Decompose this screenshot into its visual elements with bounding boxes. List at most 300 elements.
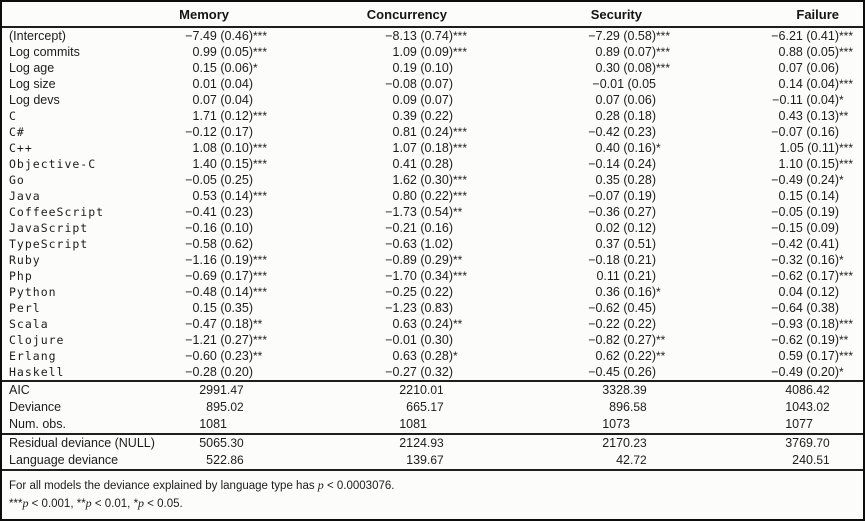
coefficient-value: −0.32 (0.16) — [771, 253, 839, 267]
coefficient-value: −0.49 (0.24) — [771, 173, 839, 187]
row-label: C — [9, 109, 17, 123]
coefficient-value: 0.62 (0.22) — [595, 349, 656, 363]
value-cell — [477, 172, 680, 188]
value-cell — [277, 44, 477, 60]
coefficient-value: 1.71 (0.12) — [192, 109, 253, 123]
stat-value: 2124 — [399, 436, 427, 450]
value-cell — [477, 434, 680, 452]
stat-decimal: .01 — [427, 383, 444, 397]
table-row — [2, 434, 863, 452]
column-header-concurrency: Concurrency — [277, 2, 477, 27]
value-cell — [680, 172, 863, 188]
coefficient-value: −0.62 (0.19) — [771, 333, 839, 347]
value-cell — [277, 452, 477, 469]
significance-stars: * — [453, 349, 458, 363]
value-cell — [277, 124, 477, 140]
significance-stars: ** — [253, 349, 263, 363]
stat-decimal: .02 — [813, 400, 830, 414]
row-label: Num. obs. — [9, 417, 66, 431]
value-cell — [277, 236, 477, 252]
table-row — [2, 416, 863, 434]
significance-stars: *** — [253, 157, 268, 171]
row-label: Perl — [9, 301, 41, 315]
value-cell — [680, 434, 863, 452]
coefficient-value: 1.09 (0.09) — [392, 45, 453, 59]
coefficient-value: −0.93 (0.18) — [771, 317, 839, 331]
stat-decimal: .58 — [630, 400, 647, 414]
stat-value: 895 — [206, 400, 227, 414]
significance-stars: * — [253, 61, 258, 75]
header-row — [2, 2, 863, 27]
coefficient-value: −0.47 (0.18) — [185, 317, 253, 331]
value-cell — [277, 316, 477, 332]
significance-stars: * — [839, 173, 844, 187]
value-cell — [477, 220, 680, 236]
value-cell — [680, 44, 863, 60]
value-cell — [277, 399, 477, 416]
coefficient-value: −0.27 (0.32) — [385, 365, 453, 379]
table-row — [2, 27, 863, 44]
coefficient-value: 0.14 (0.04) — [778, 77, 839, 91]
stat-decimal: .51 — [813, 453, 830, 467]
significance-stars: *** — [253, 141, 268, 155]
stat-value: 1081 — [399, 417, 427, 431]
stat-value: 522 — [206, 453, 227, 467]
table-row — [2, 156, 863, 172]
table-footnotes — [2, 469, 863, 513]
significance-stars: ** — [453, 253, 463, 267]
table-row — [2, 452, 863, 469]
value-cell — [477, 300, 680, 316]
footnote-text: < 0.01, — [91, 498, 134, 510]
stat-value: 1081 — [199, 417, 227, 431]
footnote-text: < 0.001, — [28, 498, 77, 510]
coefficient-rows — [2, 27, 863, 381]
significance-stars: ** — [453, 205, 463, 219]
significance-stars: *** — [253, 109, 268, 123]
value-cell — [477, 252, 680, 268]
value-cell — [277, 108, 477, 124]
stat-decimal: .86 — [227, 453, 244, 467]
coefficient-value: −0.07 (0.16) — [771, 125, 839, 139]
footnote-deviance — [9, 477, 855, 495]
coefficient-value: −0.14 (0.24) — [588, 157, 656, 171]
stat-value: 2210 — [399, 383, 427, 397]
row-label: Ruby — [9, 253, 41, 267]
coefficient-value: −1.21 (0.27) — [185, 333, 253, 347]
coefficient-value: −0.42 (0.41) — [771, 237, 839, 251]
significance-stars: *** — [453, 45, 468, 59]
coefficient-value: −7.49 (0.46) — [185, 29, 253, 43]
coefficient-value: −0.01 (0.05 — [592, 77, 656, 91]
stat-decimal: .42 — [813, 383, 830, 397]
value-cell — [680, 348, 863, 364]
row-label: C# — [9, 125, 25, 139]
value-cell — [477, 381, 680, 399]
value-cell — [162, 332, 277, 348]
coefficient-value: −0.12 (0.17) — [185, 125, 253, 139]
value-cell — [277, 300, 477, 316]
row-label: Log commits — [9, 45, 80, 59]
significance-stars: *** — [453, 189, 468, 203]
coefficient-value: −7.29 (0.58) — [588, 29, 656, 43]
row-label: Php — [9, 269, 33, 283]
footnote-text: < 0.0003076. — [323, 480, 395, 492]
significance-stars: ** — [656, 333, 666, 347]
table-row — [2, 332, 863, 348]
value-cell — [277, 27, 477, 44]
table-row — [2, 140, 863, 156]
significance-stars: *** — [253, 45, 268, 59]
stat-value: 1077 — [785, 417, 813, 431]
coefficients-table — [2, 2, 863, 469]
significance-stars: *** — [839, 29, 854, 43]
coefficient-value: −0.48 (0.14) — [185, 285, 253, 299]
stat-decimal: .70 — [813, 436, 830, 450]
table-row — [2, 236, 863, 252]
coefficient-value: 0.41 (0.28) — [392, 157, 453, 171]
value-cell — [680, 108, 863, 124]
coefficient-value: −0.28 (0.20) — [185, 365, 253, 379]
value-cell — [162, 284, 277, 300]
value-cell — [162, 399, 277, 416]
stat-value: 665 — [406, 400, 427, 414]
value-cell — [680, 252, 863, 268]
value-cell — [477, 44, 680, 60]
significance-stars: *** — [839, 77, 854, 91]
significance-stars: *** — [839, 45, 854, 59]
significance-stars: *** — [253, 333, 268, 347]
row-label: Scala — [9, 317, 49, 331]
column-header-memory: Memory — [162, 2, 277, 27]
table-row — [2, 399, 863, 416]
coefficient-value: 0.39 (0.22) — [392, 109, 453, 123]
value-cell — [162, 268, 277, 284]
deviance-rows — [2, 434, 863, 469]
value-cell — [162, 434, 277, 452]
coefficient-value: −0.63 (1.02) — [385, 237, 453, 251]
coefficient-value: 0.02 (0.12) — [595, 221, 656, 235]
value-cell — [477, 416, 680, 434]
table-row — [2, 284, 863, 300]
value-cell — [162, 300, 277, 316]
table-row — [2, 300, 863, 316]
coefficient-value: −0.08 (0.07) — [385, 77, 453, 91]
value-cell — [277, 252, 477, 268]
value-cell — [680, 364, 863, 381]
significance-stars: ** — [656, 349, 666, 363]
value-cell — [162, 381, 277, 399]
coefficient-value: −8.13 (0.74) — [385, 29, 453, 43]
table-row — [2, 220, 863, 236]
stat-value: 42 — [616, 453, 630, 467]
coefficient-value: −0.05 (0.19) — [771, 205, 839, 219]
value-cell — [477, 188, 680, 204]
stat-decimal: .72 — [630, 453, 647, 467]
value-cell — [477, 364, 680, 381]
coefficient-value: −0.64 (0.38) — [771, 301, 839, 315]
value-cell — [477, 268, 680, 284]
coefficient-value: −0.21 (0.16) — [385, 221, 453, 235]
row-label: (Intercept) — [9, 29, 66, 43]
value-cell — [277, 188, 477, 204]
significance-stars: * — [133, 498, 139, 510]
stat-value: 5065 — [199, 436, 227, 450]
row-label: Residual deviance (NULL) — [2, 434, 162, 452]
row-label: C++ — [9, 141, 33, 155]
coefficient-value: 0.63 (0.24) — [392, 317, 453, 331]
value-cell — [162, 452, 277, 469]
coefficient-value: 0.40 (0.16) — [595, 141, 656, 155]
coefficient-value: −0.36 (0.27) — [588, 205, 656, 219]
significance-stars: *** — [656, 45, 671, 59]
coefficient-value: −0.69 (0.17) — [185, 269, 253, 283]
value-cell — [477, 60, 680, 76]
column-header-failure: Failure — [680, 2, 863, 27]
value-cell — [680, 236, 863, 252]
coefficient-value: −0.42 (0.23) — [588, 125, 656, 139]
coefficient-value: −1.70 (0.34) — [385, 269, 453, 283]
value-cell — [477, 204, 680, 220]
stat-value: 139 — [406, 453, 427, 467]
coefficient-value: 1.10 (0.15) — [778, 157, 839, 171]
value-cell — [680, 76, 863, 92]
significance-stars: *** — [839, 349, 854, 363]
coefficient-value: −0.22 (0.22) — [588, 317, 656, 331]
value-cell — [162, 316, 277, 332]
row-label: TypeScript — [9, 237, 89, 251]
value-cell — [277, 416, 477, 434]
value-cell — [477, 108, 680, 124]
significance-stars: *** — [839, 269, 854, 283]
coefficient-value: −0.01 (0.30) — [385, 333, 453, 347]
value-cell — [162, 188, 277, 204]
coefficient-value: −0.11 (0.04) — [772, 93, 839, 107]
coefficient-value: −0.62 (0.17) — [771, 269, 839, 283]
table-row — [2, 172, 863, 188]
p-symbol: p — [317, 478, 324, 492]
coefficient-value: 0.15 (0.35) — [192, 301, 253, 315]
value-cell — [277, 381, 477, 399]
coefficient-value: −0.89 (0.29) — [385, 253, 453, 267]
coefficient-value: −1.23 (0.83) — [385, 301, 453, 315]
value-cell — [277, 268, 477, 284]
value-cell — [680, 381, 863, 399]
p-symbol: p — [138, 496, 145, 510]
coefficient-value: 0.30 (0.08) — [595, 61, 656, 75]
row-label: Haskell — [9, 365, 65, 379]
value-cell — [277, 284, 477, 300]
footnote-text: < 0.05. — [144, 498, 183, 510]
value-cell — [277, 172, 477, 188]
row-label: Log devs — [9, 93, 60, 107]
stat-value: 2991 — [199, 383, 227, 397]
coefficient-value: −0.82 (0.27) — [588, 333, 656, 347]
significance-stars: ** — [253, 317, 263, 331]
significance-stars: *** — [839, 157, 854, 171]
stat-decimal: .02 — [227, 400, 244, 414]
value-cell — [162, 76, 277, 92]
value-cell — [680, 399, 863, 416]
coefficient-value: 0.59 (0.17) — [778, 349, 839, 363]
coefficient-value: 1.08 (0.10) — [192, 141, 253, 155]
value-cell — [680, 316, 863, 332]
value-cell — [680, 140, 863, 156]
table-row — [2, 348, 863, 364]
p-symbol: p — [22, 496, 29, 510]
value-cell — [277, 76, 477, 92]
stat-decimal: .67 — [427, 453, 444, 467]
corner-cell — [2, 2, 162, 27]
value-cell — [162, 108, 277, 124]
coefficient-value: 0.07 (0.04) — [192, 93, 253, 107]
value-cell — [162, 172, 277, 188]
value-cell — [477, 452, 680, 469]
significance-stars: * — [839, 93, 844, 107]
value-cell — [477, 156, 680, 172]
value-cell — [162, 236, 277, 252]
row-label: Erlang — [9, 349, 57, 363]
row-label: JavaScript — [9, 221, 89, 235]
coefficient-value: −0.58 (0.62) — [185, 237, 253, 251]
coefficient-value: −1.73 (0.54) — [385, 205, 453, 219]
significance-stars: ** — [453, 317, 463, 331]
significance-stars: * — [656, 285, 661, 299]
value-cell — [680, 220, 863, 236]
value-cell — [162, 44, 277, 60]
coefficient-value: −0.62 (0.45) — [588, 301, 656, 315]
coefficient-value: −0.60 (0.23) — [185, 349, 253, 363]
value-cell — [477, 140, 680, 156]
table-row — [2, 381, 863, 399]
coefficient-value: −0.45 (0.26) — [588, 365, 656, 379]
significance-stars: *** — [656, 61, 671, 75]
value-cell — [680, 284, 863, 300]
coefficient-value: 0.53 (0.14) — [192, 189, 253, 203]
value-cell — [277, 348, 477, 364]
stat-value: 896 — [609, 400, 630, 414]
row-label: Clojure — [9, 333, 65, 347]
value-cell — [277, 60, 477, 76]
table-row — [2, 204, 863, 220]
value-cell — [680, 188, 863, 204]
value-cell — [477, 236, 680, 252]
stat-decimal: .39 — [630, 383, 647, 397]
significance-stars: * — [656, 141, 661, 155]
stat-value: 2170 — [602, 436, 630, 450]
footnote-text: For all models the deviance explained by language type has — [9, 480, 318, 492]
value-cell — [680, 124, 863, 140]
coefficient-value: −0.41 (0.23) — [185, 205, 253, 219]
significance-stars: *** — [9, 498, 23, 510]
row-label: AIC — [2, 381, 162, 399]
significance-stars: *** — [253, 253, 268, 267]
significance-stars: *** — [656, 29, 671, 43]
table-row — [2, 76, 863, 92]
significance-stars: *** — [253, 269, 268, 283]
coefficient-value: 0.07 (0.06) — [778, 61, 839, 75]
model-fit-rows — [2, 381, 863, 434]
value-cell — [162, 140, 277, 156]
value-cell — [477, 124, 680, 140]
significance-stars: *** — [453, 269, 468, 283]
value-cell — [680, 332, 863, 348]
coefficient-value: 0.81 (0.24) — [392, 125, 453, 139]
significance-stars: *** — [453, 141, 468, 155]
coefficient-value: 0.43 (0.13) — [778, 109, 839, 123]
table-row — [2, 124, 863, 140]
coefficient-value: 0.11 (0.21) — [596, 269, 656, 283]
table-row — [2, 60, 863, 76]
value-cell — [162, 220, 277, 236]
coefficient-value: 1.05 (0.11) — [779, 141, 839, 155]
table-row — [2, 252, 863, 268]
significance-stars: *** — [839, 141, 854, 155]
value-cell — [477, 332, 680, 348]
significance-stars: *** — [453, 173, 468, 187]
row-label: CoffeeScript — [9, 205, 105, 219]
value-cell — [277, 220, 477, 236]
stat-value: 1043 — [785, 400, 813, 414]
value-cell — [277, 204, 477, 220]
coefficient-value: −0.18 (0.21) — [588, 253, 656, 267]
value-cell — [162, 252, 277, 268]
stat-decimal: .30 — [227, 436, 244, 450]
table-row — [2, 108, 863, 124]
value-cell — [680, 60, 863, 76]
coefficient-value: 0.89 (0.07) — [595, 45, 656, 59]
coefficient-value: 0.28 (0.18) — [595, 109, 656, 123]
value-cell — [680, 204, 863, 220]
value-cell — [162, 364, 277, 381]
significance-stars: *** — [453, 125, 468, 139]
stat-value: 3328 — [602, 383, 630, 397]
table-row — [2, 316, 863, 332]
coefficient-value: 0.04 (0.12) — [778, 285, 839, 299]
value-cell — [162, 60, 277, 76]
value-cell — [680, 300, 863, 316]
table-row — [2, 364, 863, 381]
value-cell — [277, 364, 477, 381]
significance-stars: * — [839, 253, 844, 267]
significance-stars: ** — [76, 498, 86, 510]
row-label: Deviance — [9, 400, 62, 414]
coefficient-value: −0.49 (0.20) — [771, 365, 839, 379]
significance-stars: *** — [253, 285, 268, 299]
stat-decimal: .47 — [227, 383, 244, 397]
significance-stars: ** — [839, 333, 849, 347]
value-cell — [477, 92, 680, 108]
table-row — [2, 44, 863, 60]
stat-decimal: .93 — [427, 436, 444, 450]
coefficient-value: 0.88 (0.05) — [778, 45, 839, 59]
coefficient-value: 0.07 (0.06) — [595, 93, 656, 107]
coefficient-value: 0.63 (0.28) — [392, 349, 453, 363]
coefficient-value: 0.80 (0.22) — [392, 189, 453, 203]
coefficient-value: 0.19 (0.10) — [392, 61, 453, 75]
coefficient-value: 0.37 (0.51) — [595, 237, 656, 251]
coefficient-value: 1.40 (0.15) — [192, 157, 253, 171]
row-label: Go — [9, 173, 25, 187]
table-row — [2, 92, 863, 108]
value-cell — [277, 140, 477, 156]
stat-value: 4086 — [785, 383, 813, 397]
value-cell — [680, 416, 863, 434]
value-cell — [680, 156, 863, 172]
value-cell — [680, 27, 863, 44]
value-cell — [162, 27, 277, 44]
value-cell — [277, 156, 477, 172]
